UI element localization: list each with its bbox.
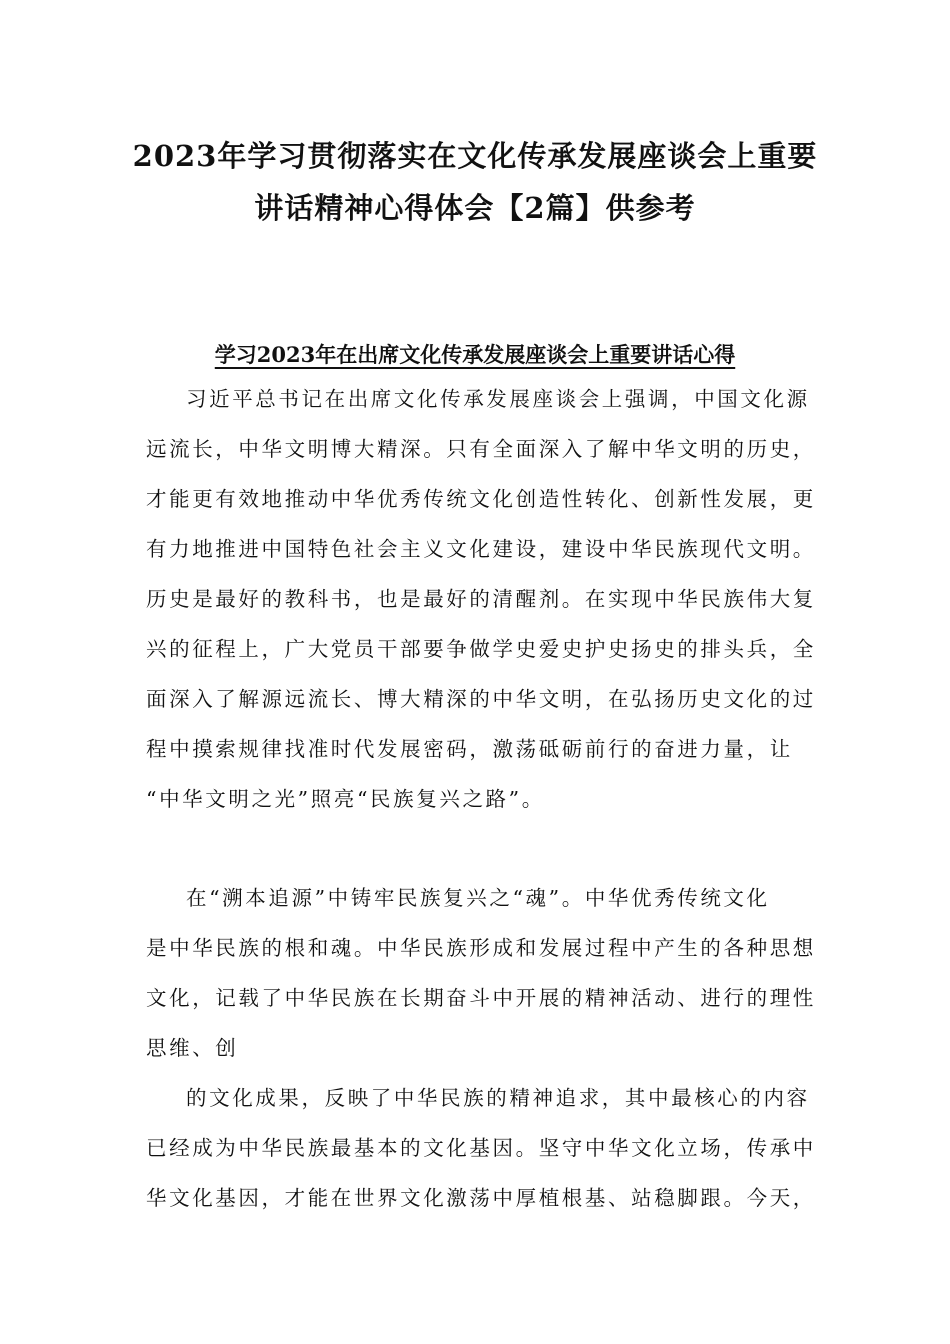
paragraph-line: 已经成为中华民族最基本的文化基因。坚守中华文化立场，传承中 xyxy=(146,1136,816,1160)
document-title-line-2: 讲话精神心得体会【2篇】供参考 xyxy=(254,191,696,225)
paragraph-line: 习近平总书记在出席文化传承发展座谈会上强调，中国文化源 xyxy=(186,387,810,411)
paragraph-line: 程中摸索规律找准时代发展密码，激荡砥砺前行的奋进力量，让 xyxy=(146,737,793,761)
paragraph-line: 才能更有效地推动中华优秀传统文化创造性转化、创新性发展，更 xyxy=(146,487,816,511)
section-heading xyxy=(100,339,850,369)
paragraph-line: 的文化成果，反映了中华民族的精神追求，其中最核心的内容 xyxy=(186,1086,810,1110)
paragraph-line: 面深入了解源远流长、博大精深的中华文明，在弘扬历史文化的过 xyxy=(146,687,816,711)
paragraph-line: “中华文明之光”照亮“民族复兴之路”。 xyxy=(146,787,545,811)
paragraph-line: 华文化基因，才能在世界文化激荡中厚植根基、站稳脚跟。今天， xyxy=(146,1186,816,1210)
paragraph-line: 在“溯本追源”中铸牢民族复兴之“魂”。中华优秀传统文化 xyxy=(186,886,770,910)
paragraph-line: 文化，记载了中华民族在长期奋斗中开展的精神活动、进行的理性 xyxy=(146,986,816,1010)
paragraph-line: 远流长，中华文明博大精深。只有全面深入了解中华文明的历史， xyxy=(146,437,816,461)
paragraph-line: 思维、创 xyxy=(146,1036,239,1060)
document-title-line-1: 2023年学习贯彻落实在文化传承发展座谈会上重要 xyxy=(132,139,818,173)
paragraph-line: 历史是最好的教科书，也是最好的清醒剂。在实现中华民族伟大复 xyxy=(146,587,816,611)
paragraph-line: 兴的征程上，广大党员干部要争做学史爱史护史扬史的排头兵，全 xyxy=(146,637,816,661)
paragraph-line: 是中华民族的根和魂。中华民族形成和发展过程中产生的各种思想 xyxy=(146,936,816,960)
paragraph-line: 有力地推进中国特色社会主义文化建设，建设中华民族现代文明。 xyxy=(146,537,816,561)
section-heading-text: 学习2023年在出席文化传承发展座谈会上重要讲话心得 xyxy=(214,342,736,367)
